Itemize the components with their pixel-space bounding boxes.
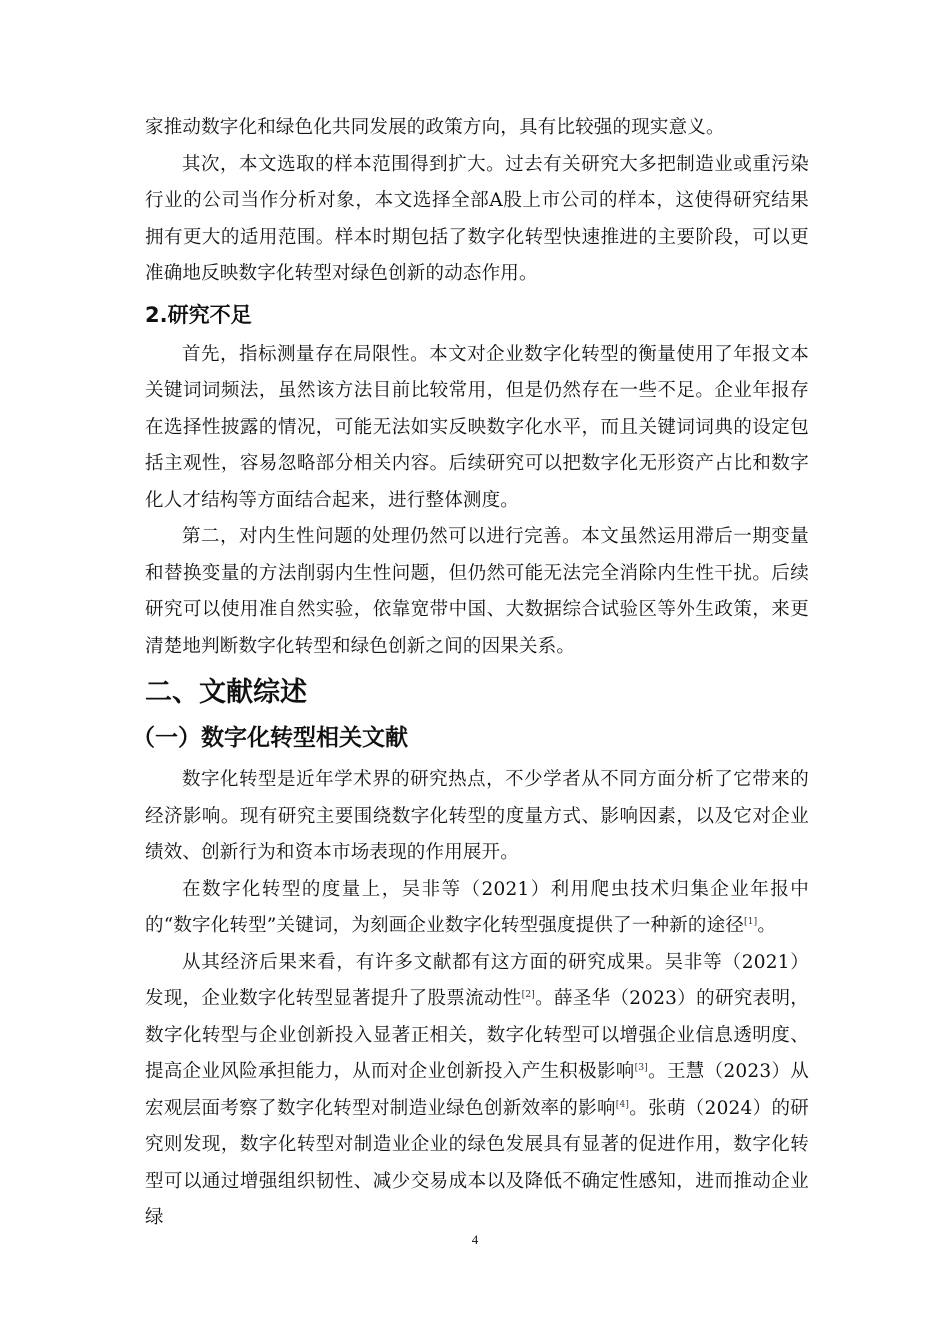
paragraph-economic-effects xyxy=(145,945,809,1237)
paragraph-limitation-measurement: 首先，指标测量存在局限性。本文对企业数字化转型的衡量使用了年报文本关键词词频法，虽然该方法目前比较常用，但是仍然存在一些不足。企业年报存在选择性披露的情况，可能无法如实反映数字化水平，而且关键词词典的设定包括主观性，容易忽略部分相关内容。后续研究可以把数字化无形资产占比和数字化人才结构等方面结合起来，进行整体测度。 xyxy=(145,343,809,511)
citation-ref-1: [1] xyxy=(744,916,758,927)
page-number: 4 xyxy=(471,1232,479,1247)
effects-text-1: 从其经济后果来看，有许多文献都有这方面的研究成果。吴非等（2021）发现，企业数字化转型显著提升了股票流动性 xyxy=(145,951,809,1009)
paragraph-measurement-end: 。 xyxy=(757,915,777,936)
citation-ref-3: [3] xyxy=(634,1062,648,1073)
paragraph-sample-scope: 其次，本文选取的样本范围得到扩大。过去有关研究大多把制造业或重污染行业的公司当作分析对象，本文选择全部A股上市公司的样本，这使得研究结果拥有更大的适用范围。样本时期包括了数字化转型快速推进的主要阶段，可以更准确地反映数字化转型对绿色创新的动态作用。 xyxy=(145,153,809,284)
effects-text-3: 。王慧（2023）从宏观层面考察了数字化转型对制造业绿色创新效率的影响 xyxy=(145,1061,809,1119)
citation-ref-2: [2] xyxy=(521,989,535,1000)
effects-text-4: 。张萌（2024）的研究则发现，数字化转型对制造业企业的绿色发展具有显著的促进作用，数字化转型可以通过增强组织韧性、减少交易成本以及降低不确定性感知，进而推动企业绿 xyxy=(145,1097,809,1228)
continued-paragraph: 家推动数字化和绿色化共同发展的政策方向，具有比较强的现实意义。 xyxy=(145,117,725,138)
page-content xyxy=(132,110,809,1237)
paragraph-measurement xyxy=(145,872,809,945)
paragraph-limitation-endogeneity: 第二，对内生性问题的处理仍然可以进行完善。本文虽然运用滞后一期变量和替换变量的方法削弱内生性问题，但仍然可能无法完全消除内生性干扰。后续研究可以使用准自然实验，依靠宽带中国、大数据综合试验区等外生政策，来更清楚地判断数字化转型和绿色创新之间的因果关系。 xyxy=(145,526,809,657)
section-heading-literature-review: 二、文献综述 xyxy=(145,677,307,708)
heading-research-limitations: 2.研究不足 xyxy=(145,302,252,327)
paragraph-measurement-text: 在数字化转型的度量上，吴非等（2021）利用爬虫技术归集企业年报中的“数字化转型”关键词，为刻画企业数字化转型强度提供了一种新的途径 xyxy=(145,878,809,936)
citation-ref-4: [4] xyxy=(615,1099,630,1110)
subsection-heading-digital-transformation: （一）数字化转型相关文献 xyxy=(132,725,408,751)
paragraph-literature-intro: 数字化转型是近年学术界的研究热点，不少学者从不同方面分析了它带来的经济影响。现有研究主要围绕数字化转型的度量方式、影响因素，以及它对企业绩效、创新行为和资本市场表现的作用展开。 xyxy=(145,769,809,863)
effects-text-2: 。薛圣华（2023）的研究表明，数字化转型与企业创新投入显著正相关，数字化转型可以增强企业信息透明度、提高企业风险承担能力，从而对企业创新投入产生积极影响 xyxy=(145,988,809,1082)
